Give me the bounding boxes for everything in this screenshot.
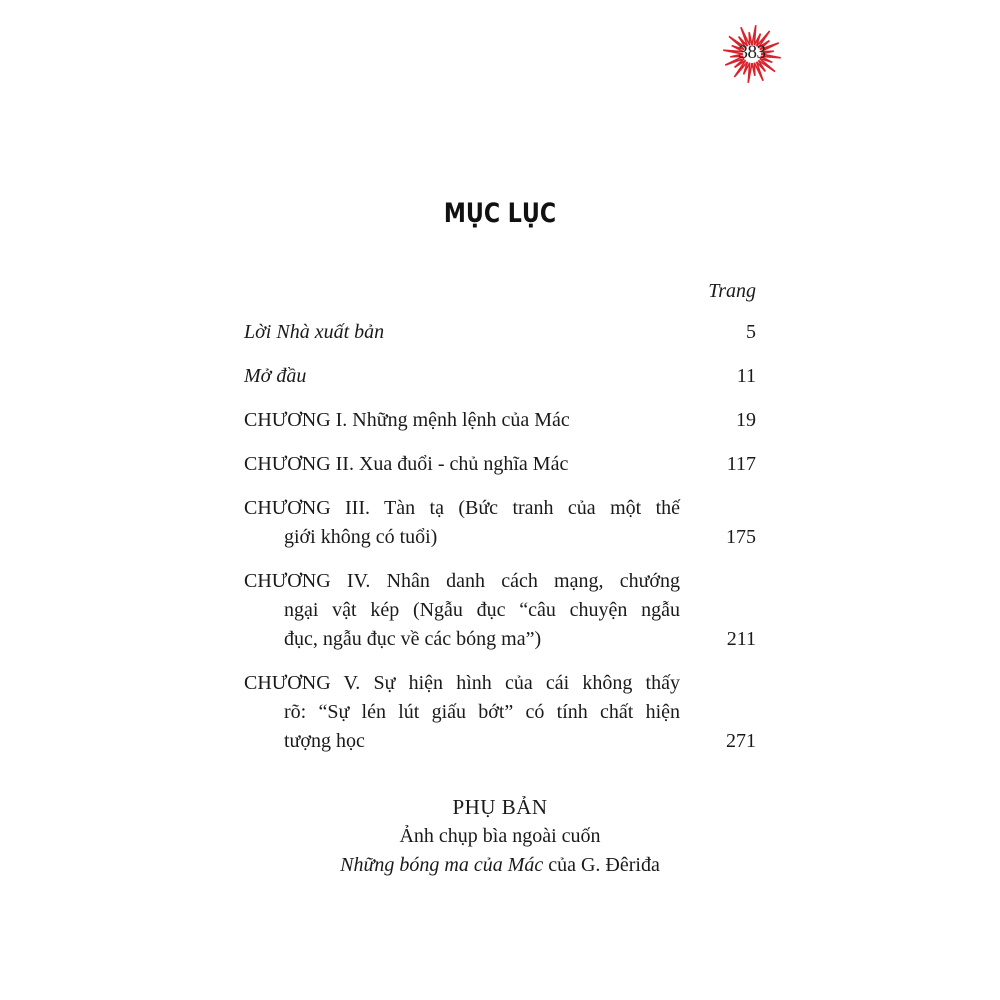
- toc-entry: [244, 362, 756, 391]
- appendix-section: [0, 793, 1000, 880]
- toc-entry: [244, 669, 756, 756]
- page-number-badge: [722, 24, 782, 84]
- toc-entry-line: Lời Nhà xuất bản: [244, 321, 385, 343]
- toc-entry-title: [244, 406, 680, 435]
- toc-entry-line: tượng học: [284, 730, 365, 752]
- appendix-book-title: Những bóng ma của Mác: [340, 854, 544, 876]
- toc-entry-page: 19: [736, 409, 756, 431]
- toc-entry-page: 11: [736, 365, 756, 387]
- page-column-header: Trang: [708, 280, 756, 302]
- toc-entry: [244, 318, 756, 347]
- toc-entry-page: 175: [726, 526, 756, 548]
- toc-entry-page: 271: [726, 730, 756, 752]
- appendix-author: của G. Đêriđa: [543, 854, 660, 876]
- toc-entry: [244, 406, 756, 435]
- toc-entry-line: đục, ngẫu đục về các bóng ma”): [284, 628, 542, 650]
- toc-entry: [244, 567, 756, 654]
- appendix-caption-line2: [0, 851, 1000, 880]
- toc-entry-line: rõ: “Sự lén lút giấu bớt” có tính chất hiện: [284, 701, 680, 723]
- toc-entry-line: CHƯƠNG IV. Nhân danh cách mạng, chướng: [244, 570, 680, 592]
- page-number: 383: [738, 42, 766, 63]
- toc-entry-line: giới không có tuổi): [284, 526, 438, 548]
- toc-entry-title: [244, 362, 680, 391]
- toc-entry: [244, 494, 756, 552]
- toc-entry-line: Mở đầu: [244, 365, 307, 387]
- toc-entry-line: ngại vật kép (Ngẫu đục “câu chuyện ngẫu: [284, 599, 680, 621]
- toc-entry-title: [244, 669, 680, 756]
- appendix-caption-line1: Ảnh chụp bìa ngoài cuốn: [399, 825, 601, 847]
- toc-entry-line: CHƯƠNG I. Những mệnh lệnh của Mác: [244, 409, 570, 431]
- toc-entry-title: [244, 494, 680, 552]
- toc-entry-line: CHƯƠNG V. Sự hiện hình của cái không thấy: [244, 672, 680, 694]
- table-of-contents: [244, 318, 756, 771]
- toc-entry-title: [244, 450, 680, 479]
- toc-entry-page: 211: [726, 628, 756, 650]
- toc-entry-line: CHƯƠNG III. Tàn tạ (Bức tranh của một thế: [244, 497, 680, 519]
- toc-entry-page: 5: [746, 321, 756, 343]
- page-title: MỤC LỤC: [443, 198, 557, 229]
- toc-entry-line: CHƯƠNG II. Xua đuổi - chủ nghĩa Mác: [244, 453, 569, 475]
- appendix-title: PHỤ BẢN: [452, 795, 548, 819]
- toc-entry-title: [244, 318, 680, 347]
- toc-entry: [244, 450, 756, 479]
- toc-entry-page: 117: [726, 453, 756, 475]
- toc-entry-title: [244, 567, 680, 654]
